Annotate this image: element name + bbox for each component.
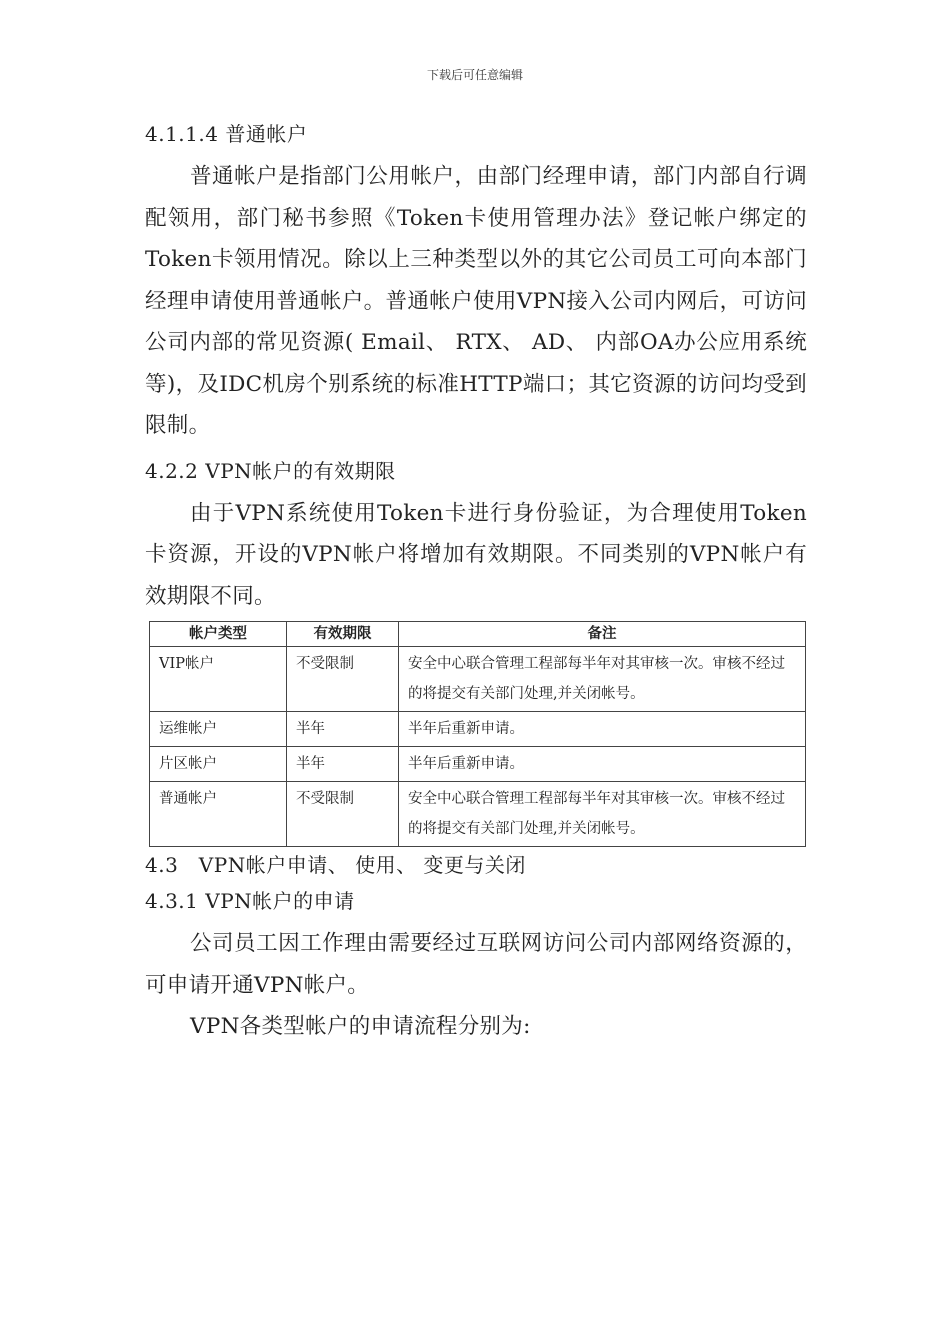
column-header-type: 帐户类型 bbox=[150, 622, 287, 647]
paragraph-validity: 由于VPN系统使用Token卡进行身份验证，为合理使用Token卡资源，开设的VPN帐户将增加有效期限。不同类别的VPN帐户有效期限不同。 bbox=[145, 500, 807, 609]
section-heading-431: 4.3.1 VPN帐户的申请 bbox=[145, 889, 355, 913]
table-row bbox=[150, 647, 806, 712]
cell-period: 不受限制 bbox=[287, 647, 399, 712]
page-header: 下载后可任意编辑 bbox=[426, 68, 523, 82]
paragraph-application: 公司员工因工作理由需要经过互联网访问公司内部网络资源的，可申请开通VPN帐户。 bbox=[145, 931, 807, 998]
validity-table bbox=[149, 621, 806, 847]
section-heading-422: 4.2.2 VPN帐户的有效期限 bbox=[145, 458, 396, 483]
document-body bbox=[145, 120, 807, 1048]
paragraph-normal-account: 普通帐户是指部门公用帐户，由部门经理申请，部门内部自行调配领用，部门秘书参照《Token卡使用管理办法》登记帐户绑定的Token卡领用情况。除以上三种类型以外的其它公司员工可向本部门经理申请使用普通帐户。普通帐户使用VPN接入公司内网后，可访问公司内部的常见资源( Email、 RTX、 AD、 内部OA办公应用系统等)，及IDC机房个别系统的标准HTTP端口；其它资源的访问均受到限制。 bbox=[145, 164, 807, 438]
table-row bbox=[150, 747, 806, 782]
table-header-row bbox=[150, 622, 806, 647]
paragraph-process: VPN各类型帐户的申请流程分别为: bbox=[190, 1014, 531, 1039]
cell-type: 运维帐户 bbox=[150, 712, 287, 747]
cell-period: 半年 bbox=[287, 747, 399, 782]
cell-note: 安全中心联合管理工程部每半年对其审核一次。审核不经过的将提交有关部门处理,并关闭帐号。 bbox=[399, 782, 806, 847]
section-heading-4114: 4.1.1.4 普通帐户 bbox=[145, 122, 308, 146]
cell-type: VIP帐户 bbox=[150, 647, 287, 712]
section-heading-43: 4.3 VPN帐户申请、 使用、 变更与关闭 bbox=[145, 853, 526, 877]
table-row bbox=[150, 782, 806, 847]
cell-period: 不受限制 bbox=[287, 782, 399, 847]
cell-note: 安全中心联合管理工程部每半年对其审核一次。审核不经过的将提交有关部门处理,并关闭帐号。 bbox=[399, 647, 806, 712]
cell-period: 半年 bbox=[287, 712, 399, 747]
cell-note: 半年后重新申请。 bbox=[399, 712, 806, 747]
cell-note: 半年后重新申请。 bbox=[399, 747, 806, 782]
column-header-note: 备注 bbox=[399, 622, 806, 647]
table-row bbox=[150, 712, 806, 747]
cell-type: 普通帐户 bbox=[150, 782, 287, 847]
cell-type: 片区帐户 bbox=[150, 747, 287, 782]
column-header-period: 有效期限 bbox=[287, 622, 399, 647]
